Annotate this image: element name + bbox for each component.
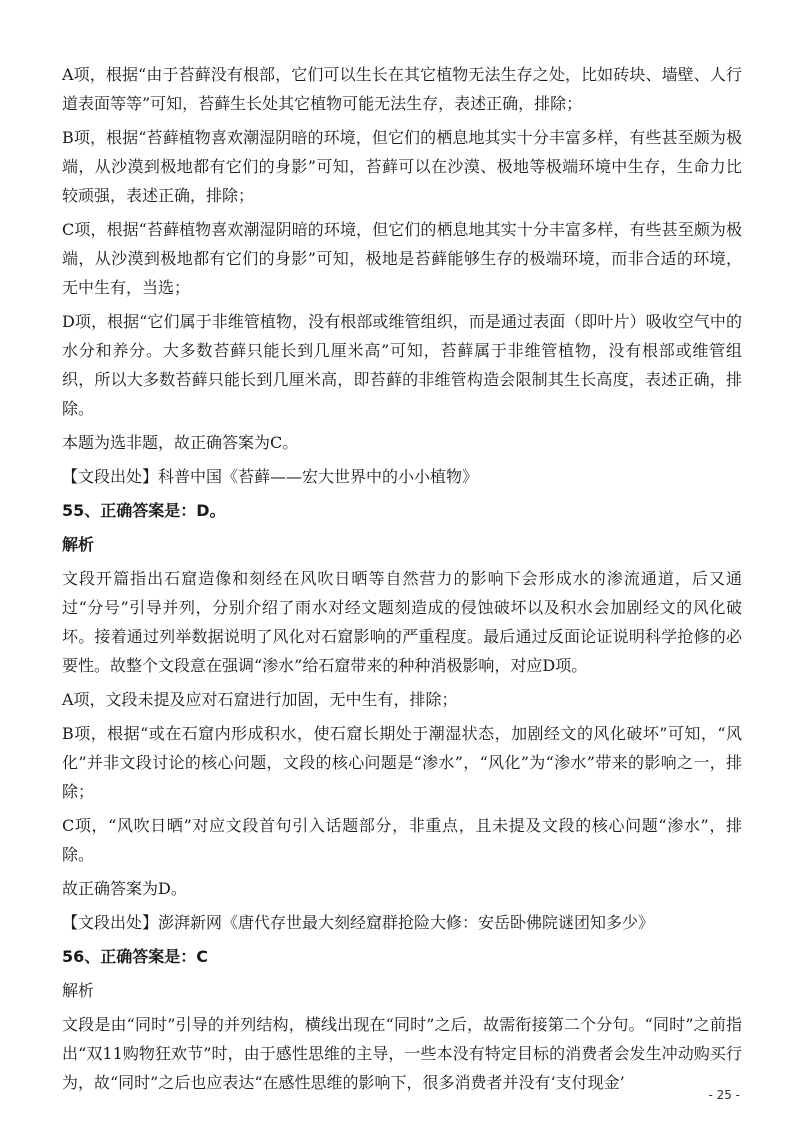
option-c-analysis: C项，“风吹日晒”对应文段首句引入话题部分，非重点，且未提及文段的核心问题“渗水”，排除。 [62,816,742,864]
option-b-analysis: B项，根据“苔藓植物喜欢潮湿阴暗的环境，但它们的栖息地其实十分丰富多样，有些甚至颇为极端，从沙漠到极地都有它们的身影”可知，苔藓可以在沙漠、极地等极端环境中生存，生命力比较顽强，表述正确，排除； [62,128,742,205]
option-c-analysis: C项，根据“苔藓植物喜欢潮湿阴暗的环境，但它们的栖息地其实十分丰富多样，有些甚至颇为极端，从沙漠到极地都有它们的身影”可知，极地是苔藓能够生存的极端环境，而非合适的环境，无中生有，当选； [62,220,742,297]
passage-analysis: 文段开篇指出石窟造像和刻经在风吹日晒等自然营力的影响下会形成水的渗流通道，后又通过“分号”引导并列，分别介绍了雨水对经文题刻造成的侵蚀破坏以及积水会加剧经文的风化破坏。接着通过列举数据说明了风化对石窟影响的严重程度。最后通过反面论证说明科学抢修的必要性。故整个文段意在强调“渗水”给石窟带来的种种消极影响，对应D项。 [62,569,742,675]
source-citation: 【文段出处】科普中国《苔藓——宏大世界中的小小植物》 [62,467,479,486]
answer-conclusion: 本题为选非题，故正确答案为C。 [62,433,299,452]
option-a-analysis: A项，根据“由于苔藓没有根部，它们可以生长在其它植物无法生存之处，比如砖块、墙壁、人行道表面等等”可知，苔藓生长处其它植物可能无法生存，表述正确，排除； [62,65,742,113]
analysis-label: 解析 [62,981,95,1000]
question-56-answer-heading: 56、正确答案是：C [62,947,209,966]
option-b-analysis: B项，根据“或在石窟内形成积水，使石窟长期处于潮湿状态，加剧经文的风化破坏”可知，“风化”并非文段讨论的核心问题，文段的核心问题是“渗水”，“风化”为“渗水”带来的影响之一，排除； [62,724,742,801]
question-55-answer-heading: 55、正确答案是：D。 [62,501,226,520]
document-page [62,60,742,1102]
page-number: - 25 - [708,1088,740,1102]
passage-analysis: 文段是由“同时”引导的并列结构，横线出现在“同时”之后，故需衔接第二个分句。“同时”之前指出“双11购物狂欢节”时，由于感性思维的主导，一些本没有特定目标的消费者会发生冲动购买行为，故“同时”之后也应表达“在感性思维的影响下，很多消费者并没有‘支付现金’ [62,1015,742,1092]
analysis-heading: 解析 [62,535,95,554]
source-citation: 【文段出处】澎湃新网《唐代存世最大刻经窟群抢险大修：安岳卧佛院谜团知多少》 [62,913,655,932]
option-a-analysis: A项，文段未提及应对石窟进行加固，无中生有，排除； [62,690,458,709]
option-d-analysis: D项，根据“它们属于非维管植物，没有根部或维管组织，而是通过表面（即叶片）吸收空气中的水分和养分。大多数苔藓只能长到几厘米高”可知，苔藓属于非维管植物，没有根部或维管组织，所以大多数苔藓只能长到几厘米高，即苔藓的非维管构造会限制其生长高度，表述正确，排除。 [62,312,742,418]
answer-conclusion: 故正确答案为D。 [62,879,187,898]
